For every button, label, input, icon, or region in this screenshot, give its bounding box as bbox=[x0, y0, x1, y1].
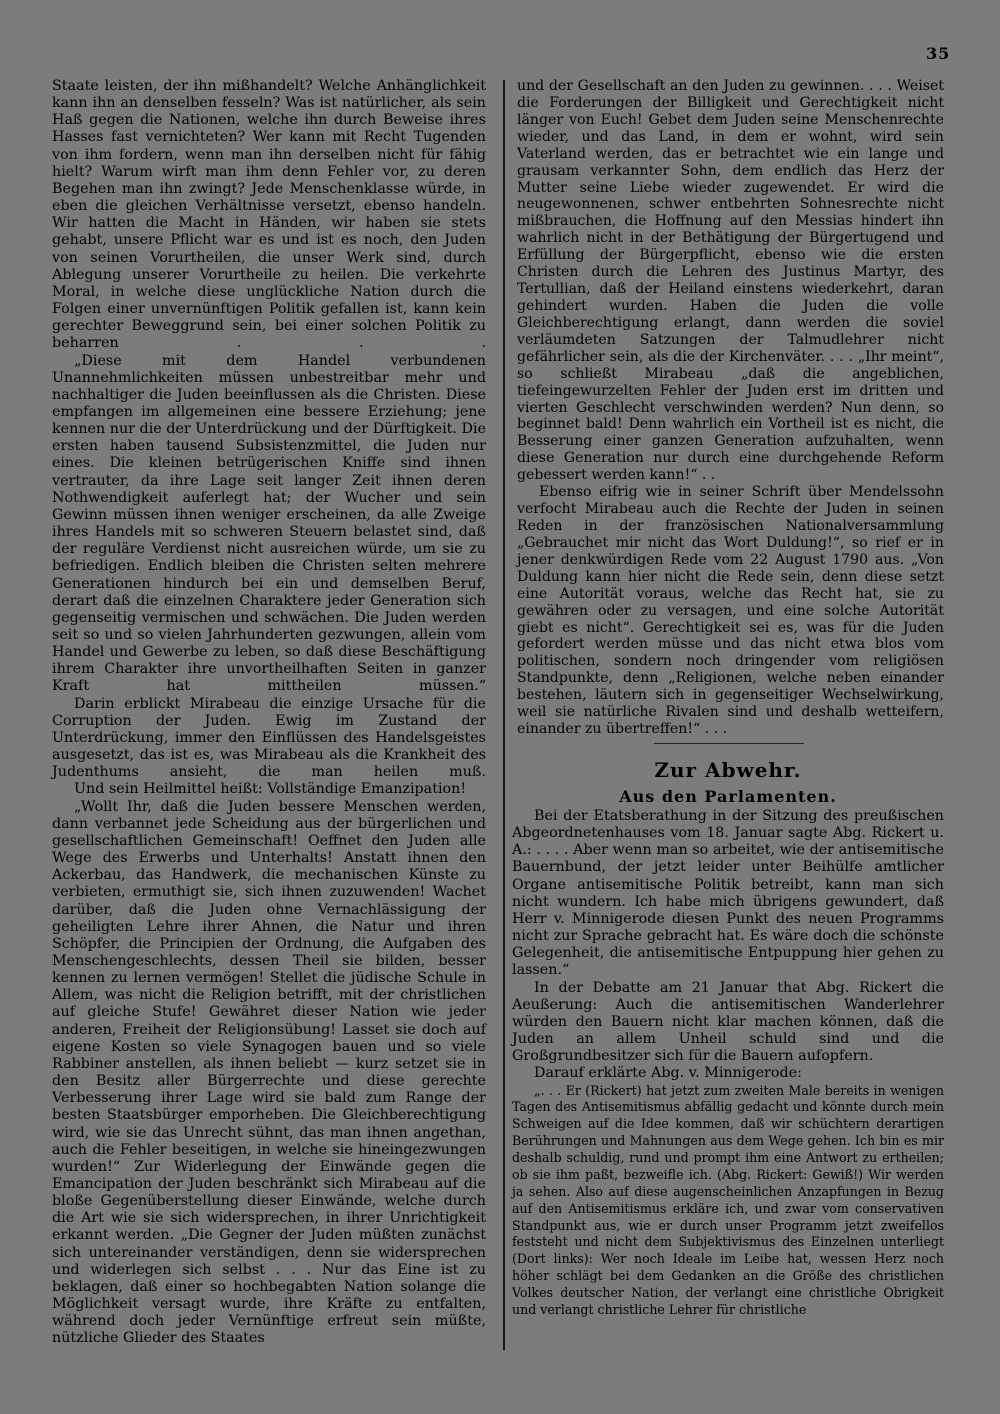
paragraph: Staate leisten, der ihn mißhandelt? Welche Anhänglichkeit kann ihn an denselben fesseln? Was ist natürlicher, als sein Haß gegen die Nationen, welche ihn durch Beweise ihres Hasses fast vernichteten? Wer kann mit Recht Tugenden von ihm fordern, wenn man ihn derselben nicht für fähig hielt? Warum wirft man ihm denn Fehler vor, zu deren Begehen man ihn zwingt? Jede Menschenklasse würde, in eben die gleichen Verhältnisse versetzt, ebenso handeln. Wir hatten die Macht in Händen, wir haben sie stets gehabt, unsere Pflicht war es und ist es noch, den Juden von seinen Vorurtheilen, die unser Werk sind, durch Ablegung unserer Vorurtheile zu heilen. Die verkehrte Moral, in welche diese unglückliche Nation durch die Folgen einer unvernünftigen Politik gefallen ist, kann kein gerechter Beweggrund sein, bei einer solchen Politik zu beharren . . . bbox=[52, 78, 486, 352]
paragraph: In der Debatte am 21 Januar that Abg. Rickert die Aeußerung: Auch die antisemitischen Wanderlehrer würden den Bauern nicht klar machen können, daß die Juden an allem Unheil schuld sind und die Großgrundbesitzer sich für die Bauern aufopfern. bbox=[512, 979, 944, 1065]
quoted-speech: „. . . Er (Rickert) hat jetzt zum zweiten Male bereits in wenigen Tagen des Antisemitismus abfällig gedacht und könnte durch mein Schweigen auf die Idee kommen, daß wir schüchtern derartigen Berührungen und Mahnungen aus dem Wege gehen. Ich bin es mir deshalb schuldig, rund und prompt ihm eine Antwort zu ertheilen; ob sie ihm paßt, bezweifle ich. (Abg. Rickert: Gewiß!) Wir werden ja sehen. Also auf diese augenscheinlichen Anzapfungen in Bezug auf den Antisemitismus erkläre ich, und zwar vom conservativen Standpunkt aus, wie er durch unser Programm jetzt zweifellos feststeht und nicht dem Subjektivismus des Einzelnen unterliegt (Dort links): Wer noch Ideale im Leibe hat, wessen Herz noch höher schlägt bei dem Gedanken an die Größe des christlichen Volkes deutscher Nation, der verlangt eine christliche Obrigkeit und verlangt christliche Lehrer für christliche bbox=[512, 1082, 944, 1317]
left-column bbox=[52, 78, 486, 1348]
paragraph: Und sein Heilmittel heißt: Vollständige Emanzipation! bbox=[74, 781, 467, 798]
paragraph: Darauf erklärte Abg. v. Minnigerode: bbox=[534, 1065, 802, 1082]
section-title: Zur Abwehr. bbox=[654, 758, 802, 782]
paragraph: „Wollt Ihr, daß die Juden bessere Menschen werden, dann verbannet jede Scheidung aus der bürgerlichen und gesellschaftlichen Gemeinschaft! Oeffnet den Juden alle Wege des Erwerbs und Unterhalts! Anstatt ihnen den Ackerbau, das Handwerk, die mechanischen Künste zu verbieten, ermuthigt sie, sich ihnen zuzuwenden! Wachet darüber, daß die Juden ohne Vernachlässigung der geheiligten Lehre ihrer Ahnen, die Natur und ihren Schöpfer, die Principien der Ordnung, die Aufgaben des Menschengeschlechts, dessen Theil sie bilden, besser kennen zu lernen vermögen! Stellet die jüdische Schule in Allem, was nicht die Religion betrifft, mit der christlichen auf gleiche Stufe! Gewähret dieser Nation wie jeder anderen, Freiheit der Religionsübung! Lasset sie doch auf eigene Kosten so viele Synagogen bauen und so viele Rabbiner anstellen, als ihnen beliebt — kurz setzet sie in den Besitz aller Bürgerrechte und diese gerechte Verbesserung ihrer Lage wird sie bald zum Range der besten Staatsbürger emporheben. Die Gleichberechtigung wird, wie sie das Unrecht sühnt, das man ihnen angethan, auch die Fehler beseitigen, in welche sie hineingezwungen wurden!“ Zur Widerlegung der Einwände gegen die Emancipation der Juden beschränkt sich Mirabeau auf die bloße Gegenüberstellung dieser Einwände, welche durch die Art wie sie sich widersprechen, in ihrer Unrichtigkeit erkannt werden. „Die Gegner der Juden müßten zunächst sich untereinander verständigen, denn sie widersprechen und widerlegen sich selbst . . . Nur das Eine ist zu beklagen, daß einer so hochbegabten Nation solange die Möglichkeit versagt wurde, ihre Kräfte zu entfalten, während doch jeder Vernünftige erfreut sein müßte, nützliche Glieder des Staates bbox=[52, 798, 486, 1347]
section-subtitle: Aus den Parlamenten. bbox=[619, 787, 837, 806]
paragraph: Bei der Etatsberathung in der Sitzung des preußischen Abgeordnetenhauses vom 18. Januar sagte Abg. Rickert u. A.: . . . . Aber wenn man so arbeitet, wie der antisemitische Bauernbund, der jetzt leider unter Beihülfe amtlicher Organe antisemitische Politik betreibt, kann man sich nicht wundern. Ich habe mich übrigens gewundert, daß Herr v. Minnigerode diesen Punkt des neuen Programms nicht zur Sprache gebracht hat. Es wäre doch die schönste Gelegenheit, die antisemitische Entpuppung hier gehen zu lassen.“ bbox=[512, 808, 944, 979]
section-body bbox=[512, 808, 944, 1319]
right-column bbox=[517, 78, 944, 738]
page-number: 35 bbox=[926, 44, 951, 63]
paragraph: und der Gesellschaft an den Juden zu gewinnen. . . . Weiset die Forderungen der Billigkeit und Gerechtigkeit nicht länger von Euch! Gebet dem Juden seine Menschenrechte wieder, und das Land, in dem er wohnt, wird sein Vaterland werden, das er betrachtet wie ein lange und grausam verkannter Sohn, dem endlich das Herz der Mutter seine Liebe wieder zugewendet. Er wird die neugewonnenen, schwer entbehrten Sohnesrechte nicht mißbrauchen, die Hoffnung auf den Messias hindert ihn wahrlich nicht in der Bethätigung der Bürgertugend und Erfüllung der Bürgerpflicht, ebenso wie die ersten Christen durch die Lehren des Justinus Martyr, des Tertullian, daß der Heiland einstens wiederkehrt, daran gehindert wurden. Haben die Juden die volle Gleichberechtigung erlangt, dann werden die soviel verläumdeten Satzungen der Talmudlehrer nicht gefährlicher sein, als die der Kirchenväter. . . . „Ihr meint“, so schließt Mirabeau „daß die angeblichen, tiefeingewurzelten Fehler der Juden erst im dritten und vierten Geschlecht verschwinden werden? Nun denn, so beginnet bald! Denn wahrlich ein Vortheil ist es nicht, die Besserung einer ganzen Generation aufzuhalten, wenn diese Generation nur durch eine durchgehende Reform gebessert werden kann!“ . . bbox=[517, 78, 944, 484]
column-divider bbox=[503, 80, 505, 1350]
paragraph: Darin erblickt Mirabeau die einzige Ursache für die Corruption der Juden. Ewig im Zustand der Unterdrückung, immer den Einflüssen des Handelsgeistes ausgesetzt, das ist es, was Mirabeau als die Krankheit des Judenthums ansieht, die man heilen muß. bbox=[52, 695, 486, 781]
paragraph: „Diese mit dem Handel verbundenen Unannehmlichkeiten müssen unbestreitbar mehr und nachhaltiger die Juden beeinflussen als die Christen. Diese empfangen im allgemeinen eine bessere Erziehung; jene kennen nur die der Unterdrückung und der Dürftigkeit. Die ersten haben tausend Subsistenzmittel, die Juden nur eines. Die kleinen betrügerischen Kniffe sind ihnen vertrauter, da ihre Lage seit langer Zeit ihnen deren Nothwendigkeit auferlegt hat; der Wucher und sein Gewinn müssen ihnen weniger erscheinen, da alle Zweige ihres Handels mit so schweren Steuern belastet sind, daß der reguläre Verdienst nicht ausreichen würde, um sie zu befriedigen. Endlich bleiben die Christen selten mehrere Generationen hindurch bei ein und demselben Beruf, derart daß die einzelnen Charaktere jeder Generation sich gegenseitig vermischen und schwächen. Die Juden werden seit so und so vielen Jahrhunderten gezwungen, allein vom Handel und Gewerbe zu leben, so daß diese Beschäftigung ihrem Charakter ihre unvortheilhaften Seiten in ganzer Kraft hat mittheilen müssen.“ bbox=[52, 352, 486, 695]
section-divider bbox=[654, 743, 804, 744]
paragraph: Ebenso eifrig wie in seiner Schrift über Mendelssohn verfocht Mirabeau auch die Rechte der Juden in seinen Reden in der französischen Nationalversammlung „Gebrauchet mir nicht das Wort Duldung!“, so rief er in jener denkwürdigen Rede vom 22 August 1790 aus. „Von Duldung kann hier nicht die Rede sein, denn diese setzt eine Autorität voraus, welche das Recht hat, sie zu gewähren oder zu versagen, und eine solche Autorität giebt es nicht“. Gerechtigkeit sei es, was für die Juden gefordert werden müsse und das nicht etwa blos vom politischen, sondern noch dringender vom religiösen Standpunkte, denn „Religionen, welche neben einander bestehen, läutern sich in gegenseitiger Wechselwirkung, weil sie natürliche Rivalen sind und deshalb wetteifern, einander zu übertreffen!“ . . . bbox=[517, 484, 944, 738]
